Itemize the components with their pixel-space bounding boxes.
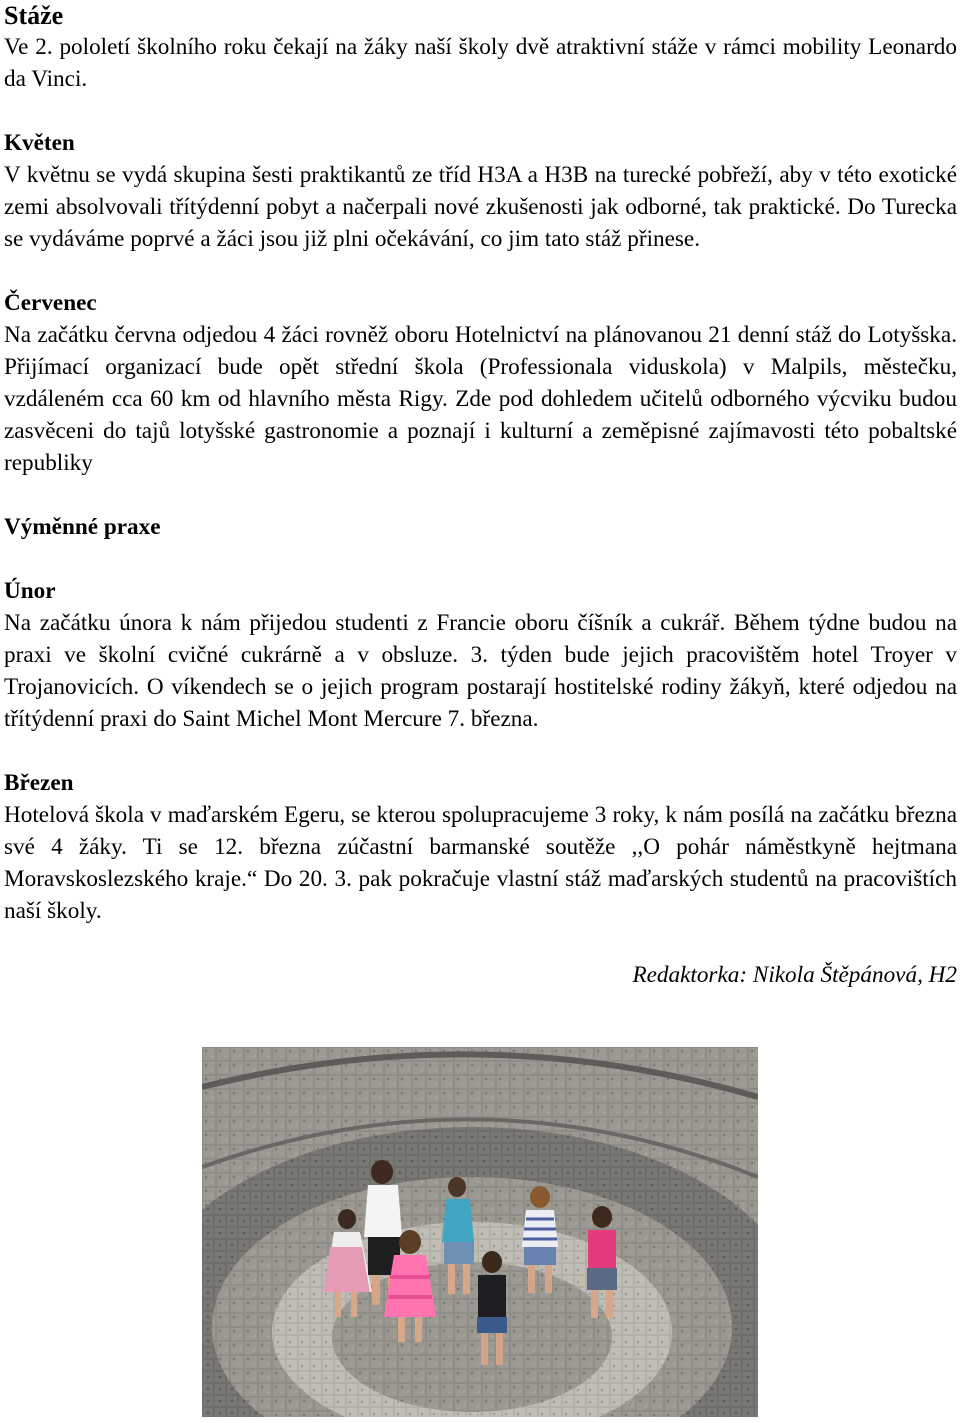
spacer	[4, 255, 957, 287]
spacer	[4, 95, 957, 127]
spacer	[4, 927, 957, 959]
exchange-heading: Výměnné praxe	[4, 514, 161, 540]
author-signature: Redaktorka: Nikola Štěpánová, H2	[632, 962, 957, 988]
spacer	[4, 735, 957, 767]
section-text-cervenec: Na začátku června odjedou 4 žáci rovněž oboru Hotelnictví na plánovanou 21 denní stáž do Lotyšska. Přijímací organizací bude opět střední škola (Professionala viduskola) v Malpils, městečku, vzdáleném cca 60 km od hlavního města Rigy. Zde pod dohledem učitelů odborného výcviku budou zasvěceni do tajů lotyšské gastronomie a poznají i kulturní a zeměpisné zajímavosti této pobaltské republiky	[4, 322, 957, 476]
section-text-unor: Na začátku února k nám přijedou studenti z Francie oboru číšník a cukrář. Během týdne budou na praxi ve školní cvičné cukrárně a v obsluze. 3. týden bude jejich pracovištěm hotel Troyer v Trojanovicích. O víkendech se o jejich program postarají hostitelské rodiny žákyň, které odjedou na třítýdenní praxi do Saint Michel Mont Mercure 7. března.	[4, 610, 957, 732]
intro-paragraph: Ve 2. pololetí školního roku čekají na žáky naší školy dvě atraktivní stáže v rámci mobility Leonardo da Vinci.	[4, 34, 957, 92]
section-heading-brezen: Březen	[4, 770, 74, 796]
article-title: Stáže	[4, 1, 64, 30]
section-text-brezen: Hotelová škola v maďarském Egeru, se kterou spolupracujeme 3 roky, k nám posílá na začátku března své 4 žáky. Ti se 12. března zúčastní barmanské soutěže ,,O pohár náměstkyně hejtmana Moravskoslezského kraje.“ Do 20. 3. pak pokračuje vlastní stáž maďarských studentů na pracovištích naší školy.	[4, 802, 957, 924]
spacer	[4, 479, 957, 511]
article	[4, 0, 957, 991]
section-heading-unor: Únor	[4, 578, 56, 604]
group-photo	[202, 1047, 758, 1417]
section-text-kveten: V květnu se vydá skupina šesti praktikantů ze tříd H3A a H3B na turecké pobřeží, aby v této exotické zemi absolvovali třítýdenní pobyt a načerpali nové zkušenosti jak odborné, tak praktické. Do Turecka se vydáváme poprvé a žáci jsou již plni očekávání, co jim tato stáž přinese.	[4, 162, 957, 252]
spacer	[4, 543, 957, 575]
section-heading-cervenec: Červenec	[4, 290, 97, 316]
section-heading-kveten: Květen	[4, 130, 75, 156]
